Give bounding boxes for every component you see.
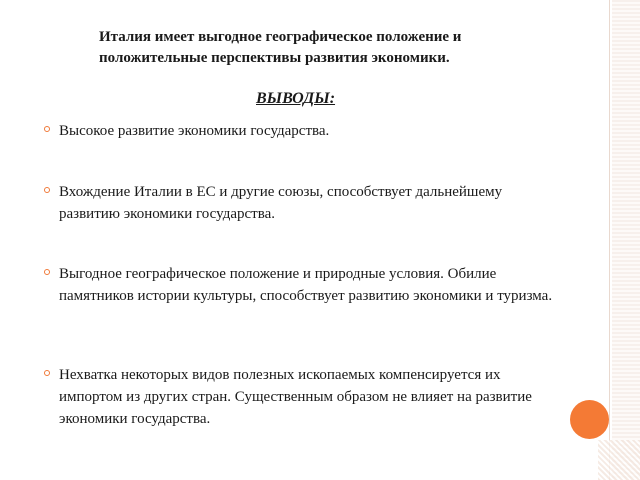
bullet-ring-icon [44, 370, 50, 376]
slide-title: Италия имеет выгодное географическое положение и положительные перспективы развития экономики. [99, 29, 462, 66]
bullet-ring-icon [44, 269, 50, 275]
conclusions-heading: ВЫВОДЫ: [256, 90, 336, 107]
right-border-line [609, 0, 610, 480]
bullet-ring-icon [44, 187, 50, 193]
corner-pattern-decoration [598, 440, 640, 480]
bullet-text: Выгодное географическое положение и природные условия. Обилие памятников истории культуры, способствует развитию экономики и туризма. [59, 266, 553, 304]
bullet-ring-icon [44, 126, 50, 132]
bullet-text: Нехватка некоторых видов полезных ископаемых компенсируется их импортом из других стран. Существенным образом не влияет на развитие экономики государства. [59, 367, 532, 427]
bullet-text: Высокое развитие экономики государства. [59, 123, 330, 139]
orange-circle-decoration [570, 400, 609, 439]
right-decorative-border [612, 0, 640, 480]
bullet-text: Вхождение Италии в ЕС и другие союзы, способствует дальнейшему развитию экономики государства. [59, 184, 503, 222]
